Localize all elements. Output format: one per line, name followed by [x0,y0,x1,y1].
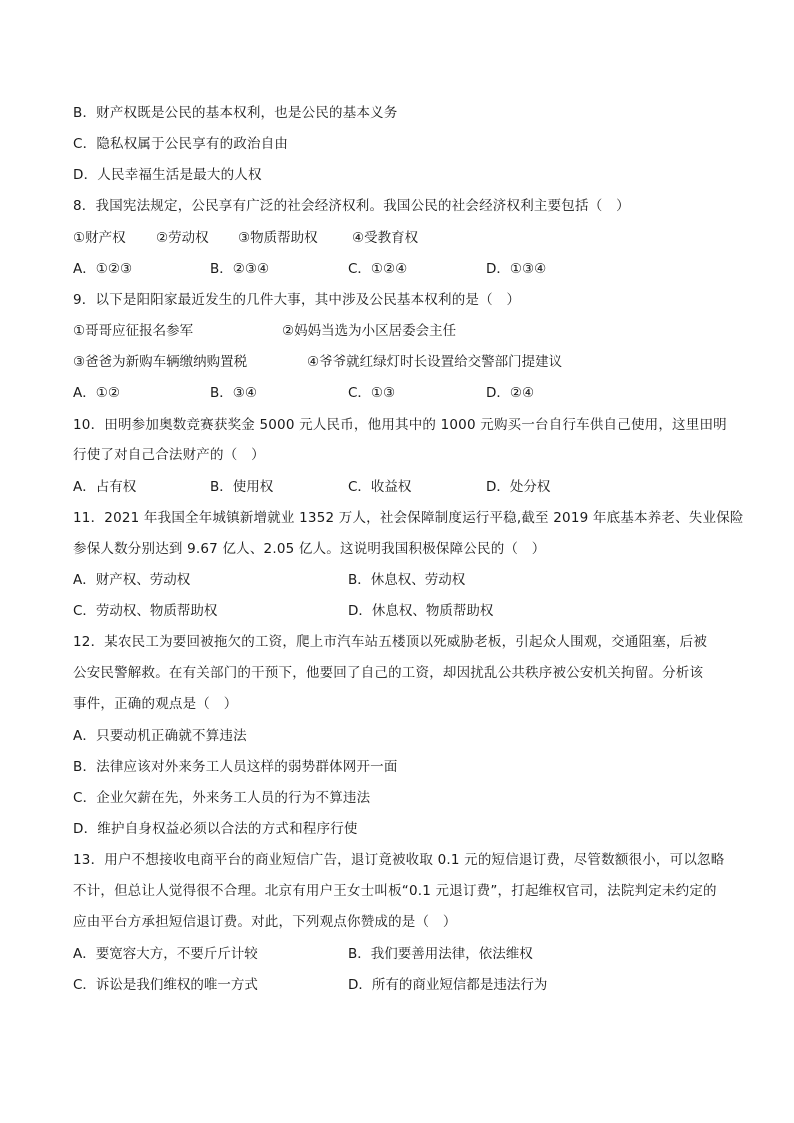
q13-stem-line-2: 不计，但总让人觉得很不合理。北京有用户王女士叫板“0.1 元退订费”，打起维权官司，法院判定未约定的 [73,883,717,899]
q9-item-2: ②妈妈当选为小区居委会主任 [282,323,457,339]
q8-item-1: ①财产权 [73,230,126,246]
q9-item-1: ①哥哥应征报名参军 [73,323,194,339]
q12-option-a: A．只要动机正确就不算违法 [73,728,247,744]
q13-stem-line-3: 应由平台方承担短信退订费。对此，下列观点你赞成的是（ ） [73,914,457,930]
q12-option-b: B．法律应该对外来务工人员这样的弱势群体网开一面 [73,759,398,775]
q9-stem: 9．以下是阳阳家最近发生的几件大事，其中涉及公民基本权利的是（ ） [73,292,521,308]
q12-stem-line-1: 12．某农民工为要回被拖欠的工资，爬上市汽车站五楼顶以死威胁老板，引起众人围观，交通阻塞，后被 [73,634,708,650]
q8-stem: 8．我国宪法规定，公民享有广泛的社会经济权利。我国公民的社会经济权利主要包括（ ） [73,198,630,214]
q11-option-c: C．劳动权、物质帮助权 [73,603,218,619]
q11-stem-line-1: 11．2021 年我国全年城镇新增就业 1352 万人，社会保障制度运行平稳,截至 2019 年底基本养老、失业保险 [73,510,744,526]
q8-item-3: ③物质帮助权 [238,230,318,246]
q12-stem-line-2: 公安民警解救。在有关部门的干预下，他要回了自己的工资，却因扰乱公共秩序被公安机关拘留。分析该 [73,665,704,681]
q13-option-c: C．诉讼是我们维权的唯一方式 [73,977,258,993]
q13-stem-line-1: 13．用户不想接收电商平台的商业短信广告，退订竟被收取 0.1 元的短信退订费，尽管数额很小，可以忽略 [73,852,725,868]
q10-stem-line-1: 10．田明参加奥数竞赛获奖金 5000 元人民币，他用其中的 1000 元购买一台自行车供自己使用，这里田明 [73,417,727,433]
q8-option-b: B．②③④ [210,261,270,277]
q10-option-a: A．占有权 [73,479,137,495]
q9-option-c: C．①③ [348,385,396,401]
q7-option-b: B．财产权既是公民的基本权利，也是公民的基本义务 [73,105,398,121]
q7-option-c: C．隐私权属于公民享有的政治自由 [73,136,289,152]
q10-option-b: B．使用权 [210,479,274,495]
q12-option-d: D．维护自身权益必须以合法的方式和程序行使 [73,821,358,837]
q11-stem-line-2: 参保人数分别达到 9.67 亿人、2.05 亿人。这说明我国积极保障公民的（ ） [73,541,546,557]
q10-stem-line-2: 行使了对自己合法财产的（ ） [73,447,265,463]
q13-option-d: D．所有的商业短信都是违法行为 [348,977,548,993]
q9-option-d: D．②④ [486,385,535,401]
q11-option-b: B．休息权、劳动权 [348,572,466,588]
q11-option-d: D．休息权、物质帮助权 [348,603,494,619]
q8-option-c: C．①②④ [348,261,408,277]
q13-option-b: B．我们要善用法律，依法维权 [348,946,533,962]
q9-item-3: ③爸爸为新购车辆缴纳购置税 [73,354,248,370]
q10-option-c: C．收益权 [348,479,412,495]
q11-option-a: A．财产权、劳动权 [73,572,191,588]
q7-option-d: D．人民幸福生活是最大的人权 [73,167,262,183]
q8-item-2: ②劳动权 [156,230,209,246]
q12-option-c: C．企业欠薪在先，外来务工人员的行为不算违法 [73,790,371,806]
q8-option-d: D．①③④ [486,261,547,277]
q9-item-4: ④爷爷就红绿灯时长设置给交警部门提建议 [307,354,563,370]
q13-option-a: A．要宽容大方，不要斤斤计较 [73,946,258,962]
q9-option-a: A．①② [73,385,120,401]
q12-stem-line-3: 事件，正确的观点是（ ） [73,696,238,712]
q9-option-b: B．③④ [210,385,257,401]
q10-option-d: D．处分权 [486,479,551,495]
q8-item-4: ④受教育权 [352,230,419,246]
q8-option-a: A．①②③ [73,261,133,277]
